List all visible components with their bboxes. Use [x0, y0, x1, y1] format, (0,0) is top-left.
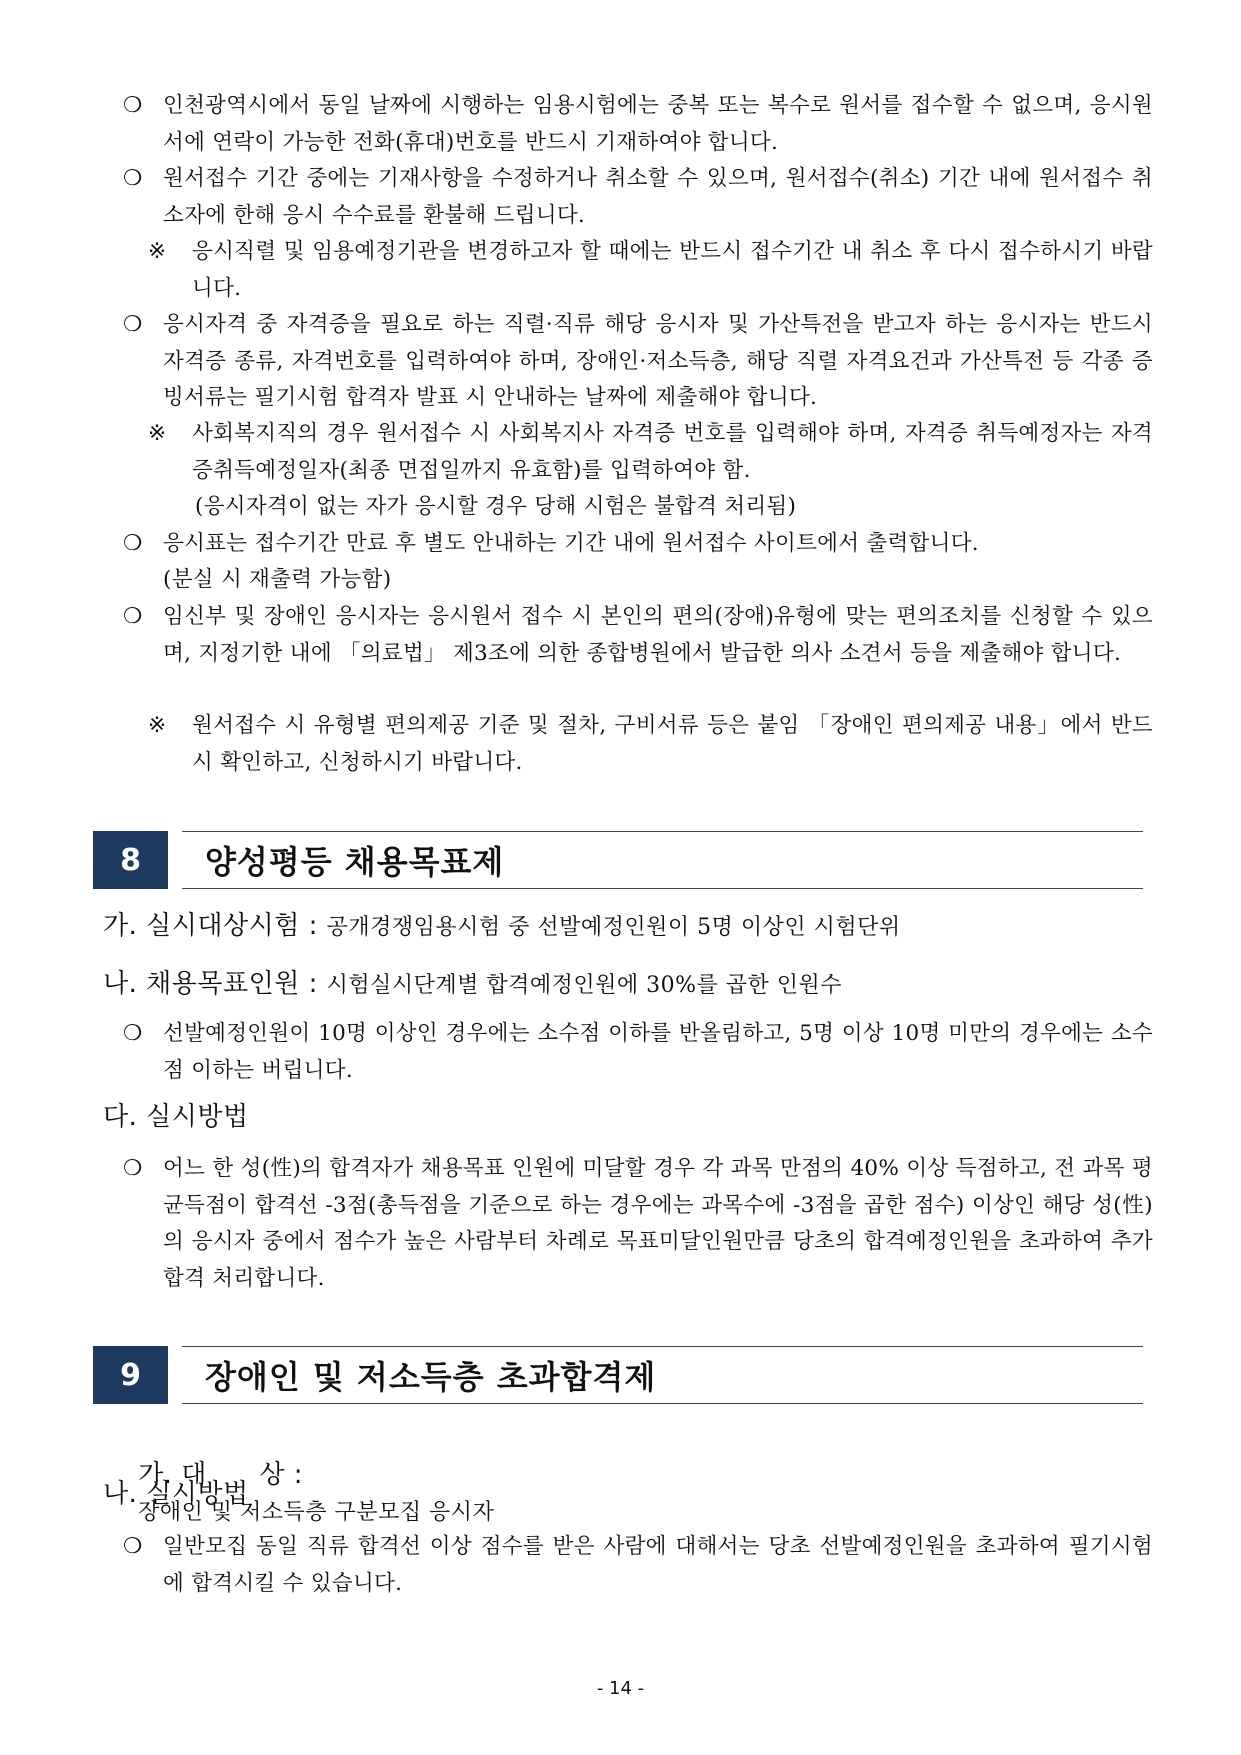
list-item — [123, 526, 1153, 563]
subheading-label: 나. 실시방법 — [103, 1479, 249, 1509]
paragraph: 선발예정인원이 10명 이상인 경우에는 소수점 이하를 반올림하고, 5명 이상 10명 미만의 경우에는 소수점 이하는 버립니다. — [163, 1021, 1153, 1083]
subheading — [103, 1099, 249, 1135]
subheading-label: 가. 대 상 : — [138, 1460, 304, 1490]
circle-bullet-icon: ❍ — [123, 1021, 143, 1046]
note-item — [148, 416, 1153, 489]
circle-bullet-icon: ❍ — [123, 531, 143, 556]
paragraph: 어느 한 성(性)의 합격자가 채용목표 인원에 미달할 경우 각 과목 만점의 40% 이상 득점하고, 전 과목 평균득점이 합격선 -3점(총득점을 기준으로 하는 경우에는 과목수에 -3점을 곱한 점수) 이상인 해당 성(性)의 응시자 중에서 점수가 높은 사람부터 차례로 목표미달인원만큼 당초의 합격예정인원을 초과하여 추가합격 처리합니다. — [163, 1156, 1153, 1291]
list-item — [123, 161, 1153, 234]
circle-bullet-icon: ❍ — [123, 1156, 143, 1181]
circle-bullet-icon: ❍ — [123, 93, 143, 118]
list-item — [123, 599, 1153, 672]
note-item — [148, 234, 1153, 307]
section-header — [93, 831, 1143, 889]
paragraph: 일반모집 동일 직류 합격선 이상 점수를 받은 사람에 대해서는 당초 선발예정인원을 초과하여 필기시험에 합격시킬 수 있습니다. — [163, 1534, 1153, 1596]
section-number-badge: 9 — [93, 1346, 168, 1404]
subheading — [103, 1476, 249, 1512]
paragraph: 원서접수 기간 중에는 기재사항을 수정하거나 취소할 수 있으며, 원서접수(취소) 기간 내에 원서접수 취소자에 한해 응시 수수료를 환불해 드립니다. — [163, 166, 1153, 228]
note-item — [148, 708, 1153, 781]
subheading-label: 나. 채용목표인원 : — [103, 969, 318, 999]
circle-bullet-icon: ❍ — [123, 1534, 143, 1559]
circle-bullet-icon: ❍ — [123, 166, 143, 191]
subheading-value: 공개경쟁임용시험 중 선발예정인원이 5명 이상인 시험단위 — [326, 915, 901, 940]
circle-bullet-icon: ❍ — [123, 604, 143, 629]
subheading — [103, 908, 901, 946]
subheading-value: 시험실시단계별 합격예정인원에 30%를 곱한 인원수 — [326, 973, 843, 998]
paragraph-continuation: (분실 시 재출력 가능함) — [163, 567, 392, 592]
note-text: 사회복지직의 경우 원서접수 시 사회복지사 자격증 번호를 입력해야 하며, 자격증 취득예정자는 자격증취득예정일자(최종 면접일까지 유효함)를 입력하여야 함. — [192, 421, 1153, 483]
subheading-label: 다. 실시방법 — [103, 1102, 249, 1132]
list-item — [123, 88, 1153, 161]
reference-mark-icon: ※ — [148, 713, 167, 738]
subheading-value: 장애인 및 저소득층 구분모집 응시자 — [138, 1500, 495, 1525]
circle-bullet-icon: ❍ — [123, 312, 143, 337]
list-item — [123, 1016, 1153, 1089]
section-title: 장애인 및 저소득층 초과합격제 — [205, 1358, 657, 1396]
paragraph: 임신부 및 장애인 응시자는 응시원서 접수 시 본인의 편의(장애)유형에 맞는 편의조치를 신청할 수 있으며, 지정기한 내에 「의료법」 제3조에 의한 종합병원에서 발급한 의사 소견서 등을 제출해야 합니다. — [163, 604, 1153, 666]
subheading — [103, 966, 842, 1004]
list-item — [123, 1151, 1153, 1297]
list-item — [123, 307, 1153, 417]
section-title: 양성평등 채용목표제 — [205, 843, 505, 881]
note-continuation: (응시자격이 없는 자가 응시할 경우 당해 시험은 불합격 처리됨) — [195, 494, 797, 519]
paragraph: 응시표는 접수기간 만료 후 별도 안내하는 기간 내에 원서접수 사이트에서 출력합니다. — [163, 531, 979, 556]
section-header — [93, 1346, 1143, 1404]
paragraph: 응시자격 중 자격증을 필요로 하는 직렬·직류 해당 응시자 및 가산특전을 받고자 하는 응시자는 반드시 자격증 종류, 자격번호를 입력하여야 하며, 장애인·저소득층, 해당 직렬 자격요건과 가산특전 등 각종 증빙서류는 필기시험 합격자 발표 시 안내하는 날짜에 제출해야 합니다. — [163, 312, 1153, 410]
page-number: - 14 - — [596, 1678, 645, 1699]
note-text: 원서접수 시 유형별 편의제공 기준 및 절차, 구비서류 등은 붙임 「장애인 편의제공 내용」에서 반드시 확인하고, 신청하시기 바랍니다. — [192, 713, 1153, 775]
note-text: 응시직렬 및 임용예정기관을 변경하고자 할 때에는 반드시 접수기간 내 취소 후 다시 접수하시기 바랍니다. — [192, 239, 1153, 301]
list-item — [123, 1529, 1153, 1602]
subheading-label: 가. 실시대상시험 : — [103, 911, 318, 941]
reference-mark-icon: ※ — [148, 421, 167, 446]
reference-mark-icon: ※ — [148, 239, 167, 264]
paragraph: 인천광역시에서 동일 날짜에 시행하는 임용시험에는 중복 또는 복수로 원서를 접수할 수 없으며, 응시원서에 연락이 가능한 전화(휴대)번호를 반드시 기재하여야 합니다. — [163, 93, 1153, 155]
section-number-badge: 8 — [93, 831, 168, 889]
